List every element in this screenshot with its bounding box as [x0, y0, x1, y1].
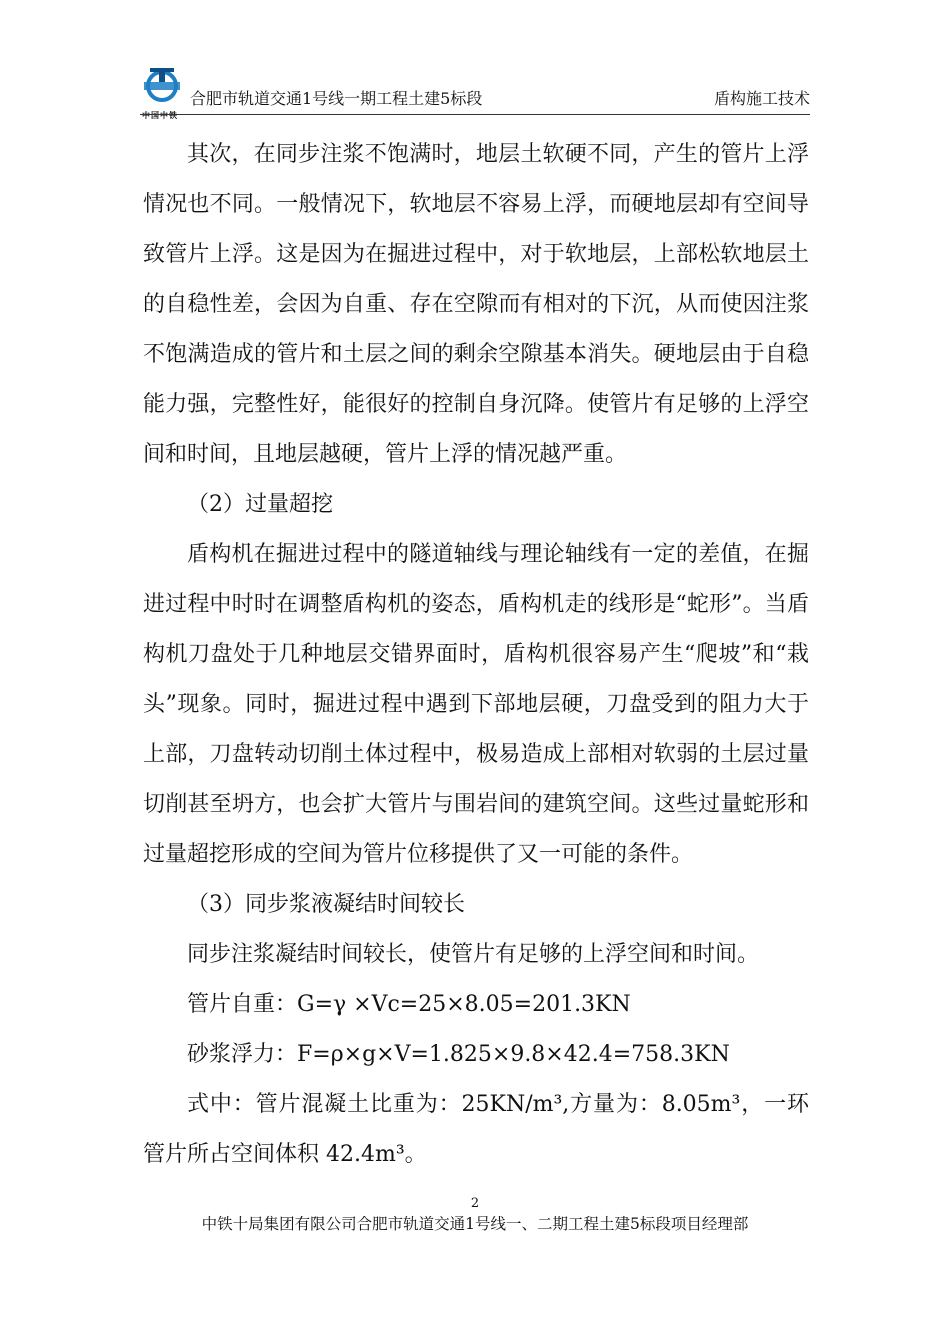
section-heading-over-excavation: （2）过量超挖: [187, 492, 333, 517]
page-number: 2: [470, 1196, 480, 1211]
page-header: [140, 66, 810, 126]
formula-buoyancy: 砂浆浮力：F=ρ×g×V=1.825×9.8×42.4=758.3KN: [187, 1042, 730, 1067]
paragraph-formula-notes: 式中：管片混凝土比重为：25KN/m³,方量为：8.05m³，一环管片所占空间体积 42.4m³。: [143, 1092, 809, 1167]
paragraph-over-excavation: 盾构机在掘进过程中的隧道轴线与理论轴线有一定的差值，在掘进过程中时时在调整盾构机的姿态，盾构机走的线形是“蛇形”。当盾构机刀盘处于几种地层交错界面时，盾构机很容易产生“爬坡”和“栽头”现象。同时，掘进过程中遇到下部地层硬，刀盘受到的阻力大于上部，刀盘转动切削土体过程中，极易造成上部相对软弱的土层过量切削甚至坍方，也会扩大管片与围岩间的建筑空间。这些过量蛇形和过量超挖形成的空间为管片位移提供了又一可能的条件。: [143, 542, 809, 867]
logo-caption: 中国中铁: [142, 110, 178, 120]
header-right-title: 盾构施工技术: [713, 89, 810, 108]
formula-segment-weight: 管片自重：G=γ ×Vc=25×8.05=201.3KN: [187, 992, 631, 1017]
paragraph-soft-hard-strata: 其次，在同步注浆不饱满时，地层土软硬不同，产生的管片上浮情况也不同。一般情况下，软地层不容易上浮，而硬地层却有空间导致管片上浮。这是因为在掘进过程中，对于软地层，上部松软地层土的自稳性差，会因为自重、存在空隙而有相对的下沉，从而使因注浆不饱满造成的管片和土层之间的剩余空隙基本消失。硬地层由于自稳能力强，完整性好，能很好的控制自身沉降。使管片有足够的上浮空间和时间，且地层越硬，管片上浮的情况越严重。: [143, 142, 809, 467]
header-left-title: 合肥市轨道交通1号线一期工程土建5标段: [190, 89, 483, 108]
page-body: [143, 130, 809, 1180]
section-heading-grout-setting: （3）同步浆液凝结时间较长: [187, 892, 465, 917]
header-divider: [140, 114, 810, 115]
paragraph-grout-setting: 同步注浆凝结时间较长，使管片有足够的上浮空间和时间。: [187, 942, 760, 967]
company-logo-icon: [140, 66, 184, 102]
footer-organization: 中铁十局集团有限公司合肥市轨道交通1号线一、二期工程土建5标段项目经理部: [201, 1215, 749, 1233]
